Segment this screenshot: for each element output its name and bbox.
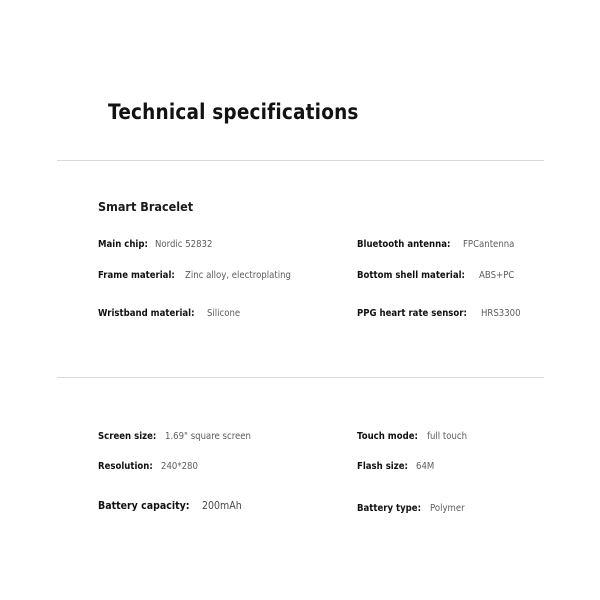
spec-value: FPCantenna <box>462 239 515 250</box>
spec-value: HRS3300 <box>481 308 521 319</box>
spec-value: full touch <box>426 431 467 442</box>
spec-row <box>98 461 202 473</box>
divider-top <box>57 160 544 161</box>
spec-key: Bottom shell material: <box>357 270 465 281</box>
spec-row <box>98 431 260 443</box>
spec-value: Nordic 52832 <box>155 239 213 250</box>
spec-key: Frame material: <box>98 270 175 281</box>
spec-key: Wristband material: <box>98 308 195 319</box>
spec-key: Flash size: <box>357 461 408 472</box>
section-title: Smart Bracelet <box>98 199 194 214</box>
spec-key: Screen size: <box>98 431 157 442</box>
spec-row <box>357 503 469 515</box>
spec-value: 1.69" square screen <box>164 431 251 442</box>
spec-row <box>98 270 303 282</box>
spec-key: Resolution: <box>98 461 153 472</box>
spec-key: Main chip: <box>98 239 148 250</box>
spec-row <box>357 308 525 320</box>
spec-value: Zinc alloy, electroplating <box>185 270 292 281</box>
spec-key: Touch mode: <box>357 431 418 442</box>
spec-key: Bluetooth antenna: <box>357 239 451 250</box>
spec-value: ABS+PC <box>478 270 515 281</box>
spec-row <box>98 308 244 320</box>
spec-value: 200mAh <box>201 500 242 512</box>
spec-value: Silicone <box>207 308 241 319</box>
divider-middle <box>57 377 544 378</box>
spec-row <box>357 461 436 473</box>
spec-key: PPG heart rate sensor: <box>357 308 467 319</box>
spec-row <box>357 270 518 282</box>
page-title: Technical specifications <box>108 100 359 124</box>
spec-row <box>357 431 471 443</box>
spec-value: 240*280 <box>160 461 198 472</box>
spec-row <box>98 500 246 512</box>
spec-row <box>357 239 520 251</box>
spec-value: Polymer <box>430 503 465 514</box>
spec-key: Battery type: <box>357 503 422 514</box>
spec-row <box>98 239 219 251</box>
spec-key: Battery capacity: <box>98 500 190 512</box>
spec-value: 64M <box>415 461 434 472</box>
